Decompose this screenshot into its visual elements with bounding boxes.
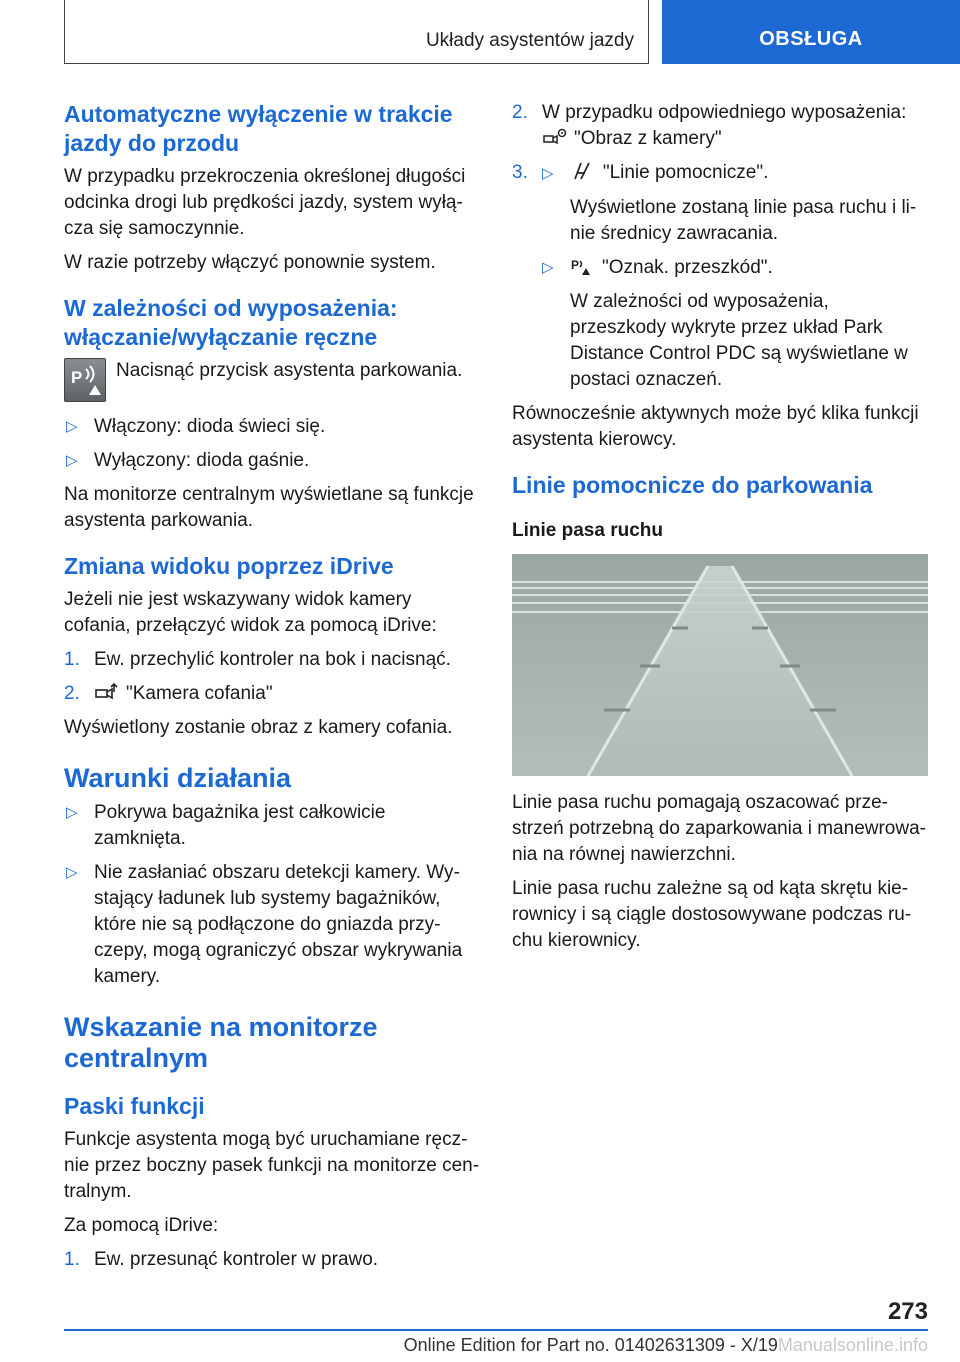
heading-lines: Linie pomocnicze do parkowania: [512, 472, 873, 498]
menu-item-text: "Linie pomocnicze".: [602, 162, 769, 183]
rear-camera-icon: [94, 682, 120, 702]
section-tab-label: OBSŁUGA: [759, 28, 863, 50]
step-number: 1.: [64, 1249, 80, 1270]
step-text: "Kamera cofania": [126, 683, 273, 704]
para-multi: Równocześnie aktywnych może być klika funkcji asystenta kierowcy.: [512, 403, 919, 450]
list-item: [512, 160, 928, 187]
list-item: [64, 1247, 480, 1273]
page-number: 273: [887, 1298, 928, 1325]
bullet-icon: ▷: [66, 864, 78, 881]
list-item: [64, 800, 480, 852]
step3-description: Wyświetlone zostaną linie pasa ruchu i linie średnicy zawracania.: [570, 197, 917, 244]
bullet-icon: ▷: [542, 259, 554, 276]
bullet-off-text: Wyłączony: dioda gaśnie.: [94, 450, 310, 471]
left-column: [64, 100, 480, 1281]
step-text: W przypadku odpowiedniego wyposażenia:: [542, 102, 907, 123]
obstacle-marking-icon: [570, 256, 596, 276]
step3b-description: W zależności od wyposażenia, przeszkody wykryte przez układ Park Distance Control PDC są wyświetlane w postaci oznaczeń.: [570, 291, 908, 390]
heading-lane: Linie pasa ruchu: [512, 520, 663, 541]
footer-divider: [64, 1329, 928, 1331]
list-item: [64, 448, 480, 474]
menu-item-text: "Oznak. przeszkód".: [602, 257, 773, 278]
svg-text:P: P: [571, 258, 580, 272]
heading-auto-off: Automatyczne wyłączenie w trakcie jazdy do przodu: [64, 101, 453, 156]
footer-edition: [404, 1335, 928, 1356]
para-view: Jeżeli nie jest wskazywany widok kamery cofania, przełączyć widok za pomocą iDrive:: [64, 589, 437, 636]
step-number: 3.: [512, 162, 528, 183]
chapter-title: Układy asystentów jazdy: [425, 30, 634, 51]
condition-text: Pokrywa bagażnika jest całkowicie zamknięta.: [94, 802, 386, 849]
right-column: [512, 100, 928, 962]
list-item: [512, 100, 928, 152]
list-item: [64, 647, 480, 673]
lane-lines-illustration: [512, 554, 928, 776]
edition-text: Online Edition for Part no. 01402631309 - X/19: [403, 1335, 778, 1355]
heading-view: Zmiana widoku poprzez iDrive: [64, 553, 394, 579]
para-auto-off-1: W przypadku przekroczenia określonej długości odcinka drogi lub prędkości jazdy, system wyłącza się samoczynnie.: [64, 166, 466, 239]
heading-manual: W zależności od wyposażenia: włączanie/wyłączanie ręczne: [64, 295, 398, 350]
camera-settings-icon: [542, 127, 568, 147]
heading-display: Wskazanie na monitorze centralnym: [64, 1012, 378, 1073]
svg-text:P: P: [71, 368, 83, 387]
heading-bars: Paski funkcji: [64, 1093, 205, 1119]
para-lane-1: Linie pasa ruchu pomagają oszacować przestrzeń potrzebną do zaparkowania i manewrowania na równej nawierzchni.: [512, 792, 926, 865]
bullet-icon: ▷: [542, 165, 554, 182]
step-number: 1.: [64, 649, 80, 670]
menu-item-text: "Obraz z kamery": [574, 128, 722, 149]
step-number: 2.: [512, 102, 528, 123]
park-button-row: [64, 358, 480, 406]
condition-text: Nie zasłaniać obszaru detekcji kamery. Wystający ładunek lub systemy bagażników, które nie są podłączone do gniazda przyczepy, mogą ograniczyć obszar wykrywania kamery.: [94, 862, 463, 987]
para-press-button: Nacisnąć przycisk asystenta parkowania.: [116, 360, 463, 381]
step-text: Ew. przechylić kontroler na bok i nacisnąć.: [94, 649, 451, 670]
bullet-icon: ▷: [66, 418, 78, 435]
list-item: [512, 255, 928, 281]
para-rear-image: Wyświetlony zostanie obraz z kamery cofania.: [64, 717, 453, 738]
list-item: [64, 681, 480, 707]
guide-lines-icon: [571, 161, 597, 181]
para-monitor: Na monitorze centralnym wyświetlane są funkcje asystenta parkowania.: [64, 484, 474, 531]
list-item: [64, 860, 480, 990]
para-idrive: Za pomocą iDrive:: [64, 1215, 219, 1236]
running-header: [64, 0, 649, 64]
step-text: Ew. przesunąć kontroler w prawo.: [94, 1249, 379, 1270]
bullet-on-text: Włączony: dioda świeci się.: [94, 416, 326, 437]
heading-conditions: Warunki działania: [64, 763, 292, 793]
park-assist-button-icon: [64, 358, 106, 402]
para-auto-off-2: W razie potrzeby włączyć ponownie system.: [64, 252, 436, 273]
bullet-icon: ▷: [66, 452, 78, 469]
step-number: 2.: [64, 683, 80, 704]
section-tab: [662, 0, 960, 64]
watermark-text: Manualsonline.info: [777, 1335, 928, 1355]
para-lane-2: Linie pasa ruchu zależne są od kąta skrętu kierownicy i są ciągle dostosowywane podczas ruchu kierownicy.: [512, 878, 912, 951]
bullet-icon: ▷: [66, 804, 78, 821]
list-item: [64, 414, 480, 440]
para-bars: Funkcje asystenta mogą być uruchamiane ręcznie przez boczny pasek funkcji na monitorze centralnym.: [64, 1129, 480, 1202]
